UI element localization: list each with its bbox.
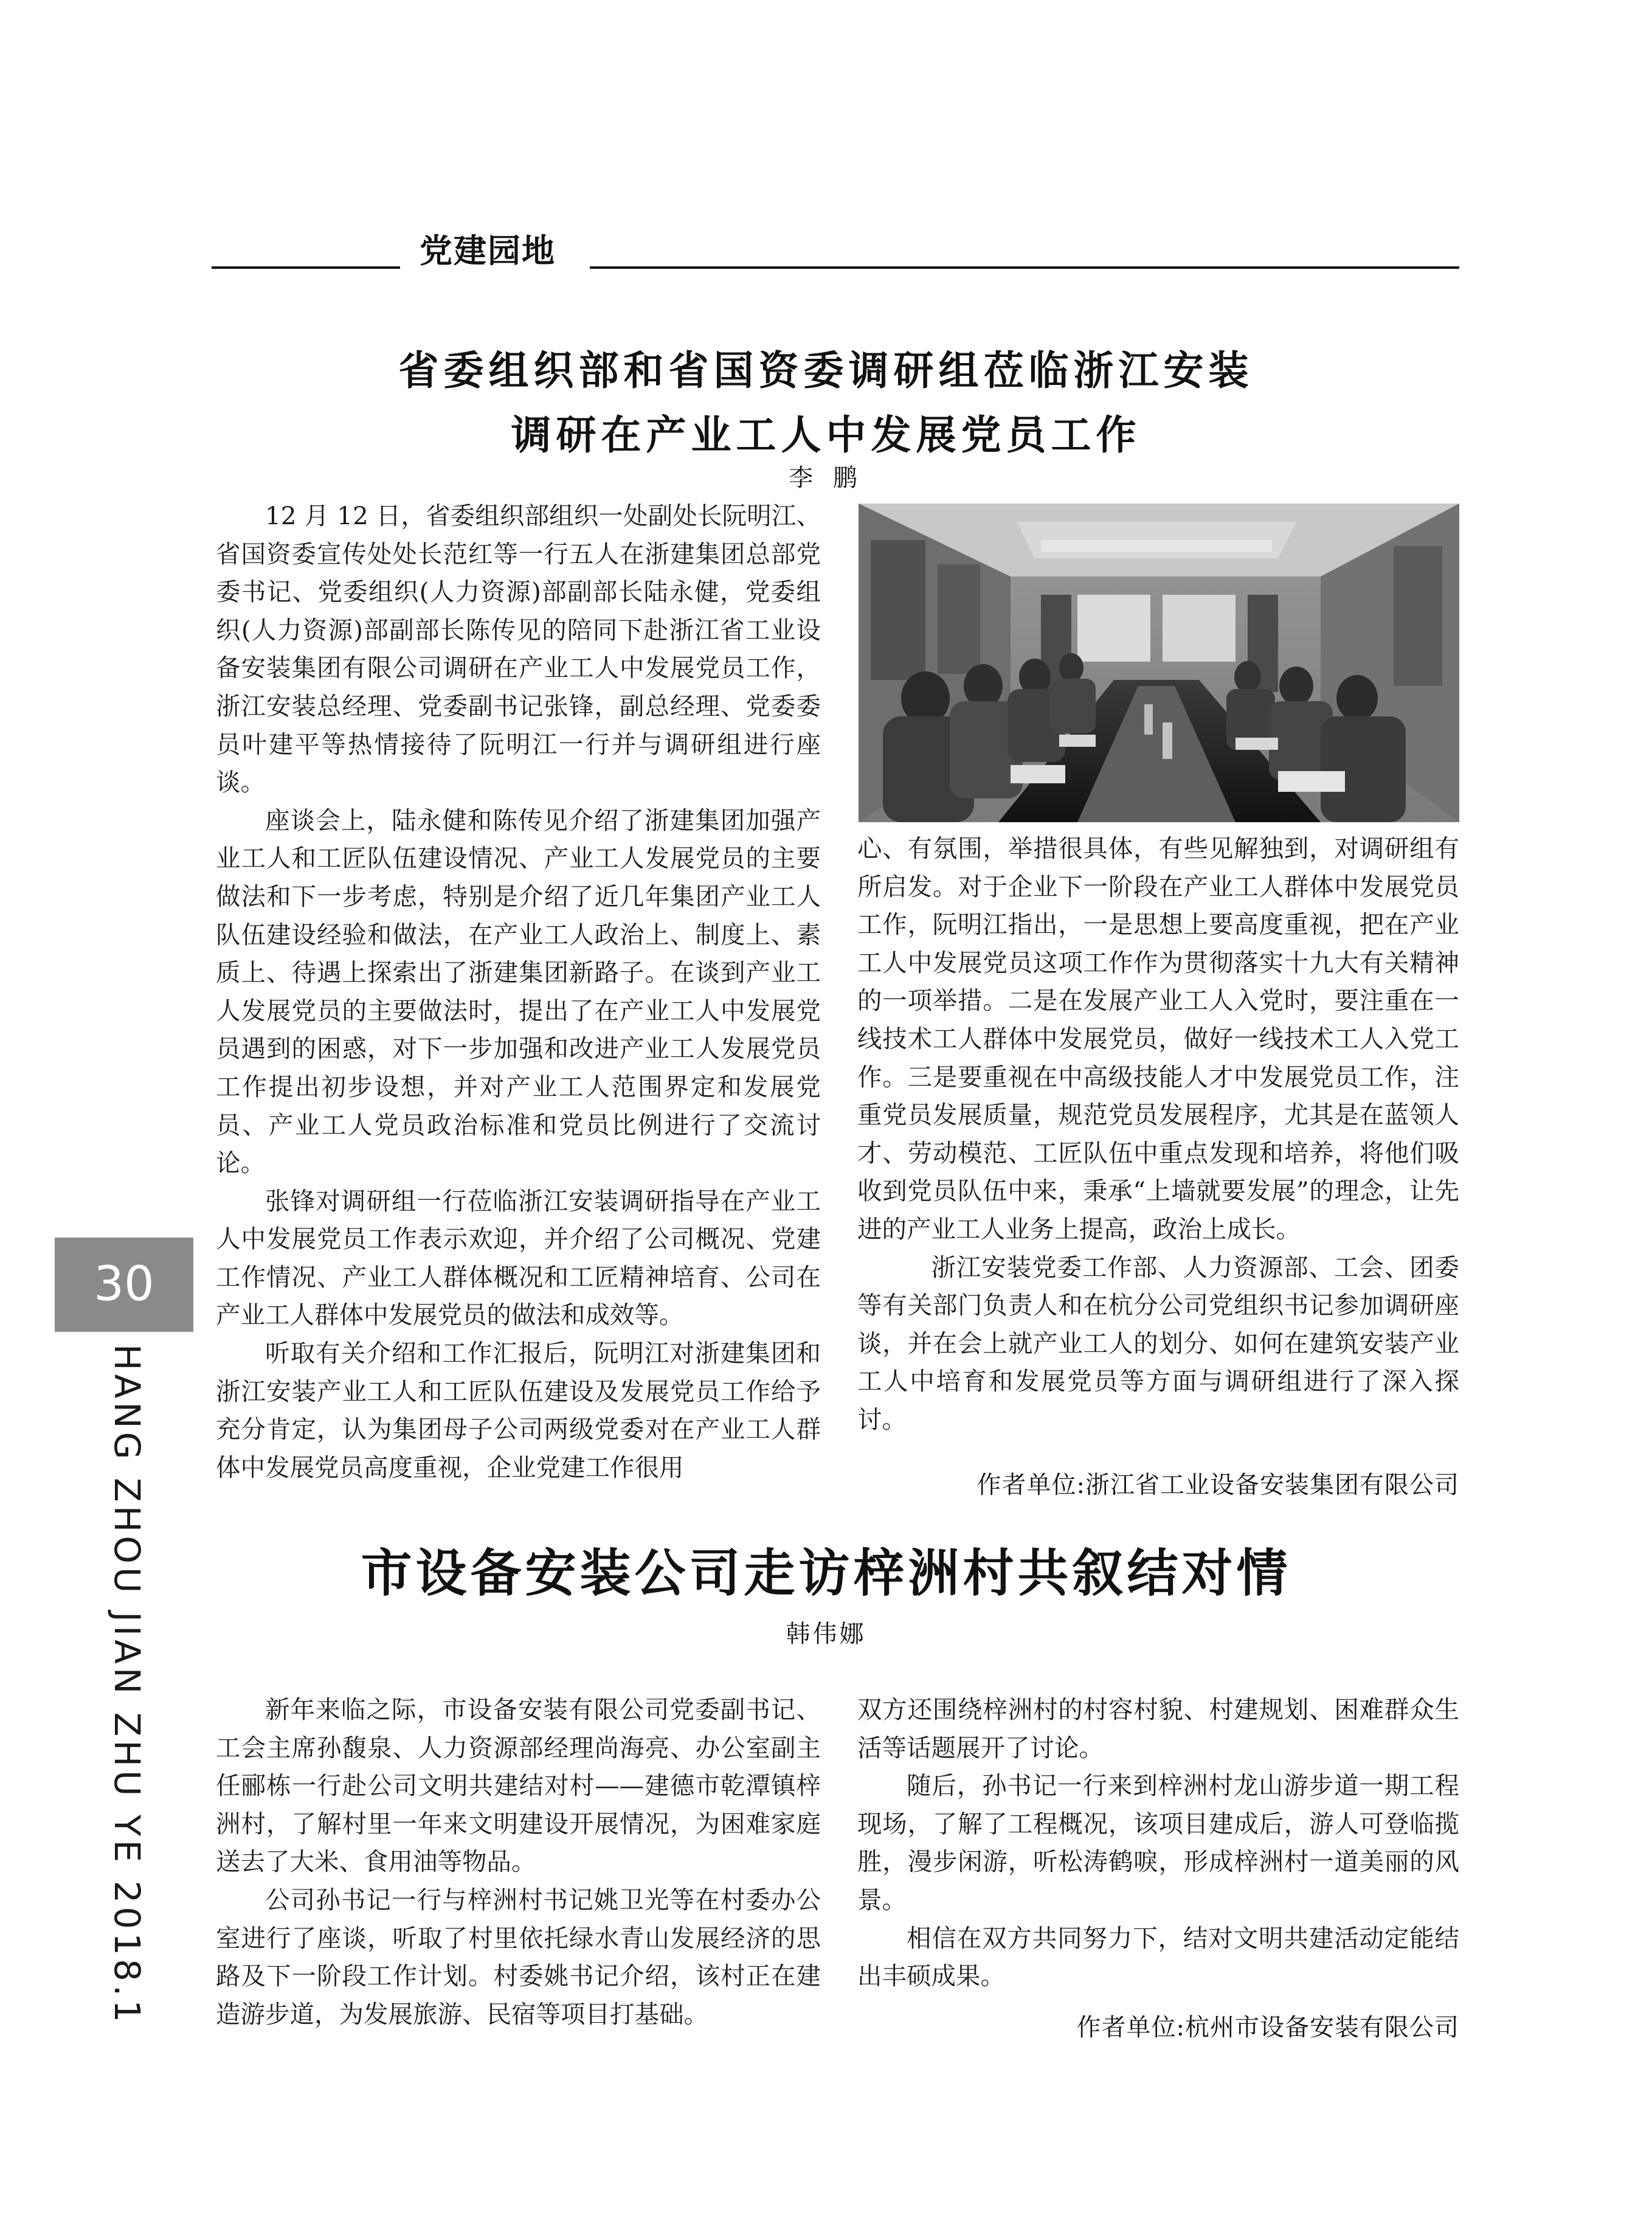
page-number: 30	[55, 1238, 193, 1332]
magazine-spine-text: HANG ZHOU JIAN ZHU YE 2018.1	[106, 1344, 148, 2026]
article1-paragraph: 12 月 12 日，省委组织部组织一处副处长阮明江、省国资委宣传处处长范红等一行五人在浙建集团总部党委书记、党委组织(人力资源)部副部长陆永健，党委组织(人力资源)部副部长陈传见的陪同下赴浙江省工业设备安装集团有限公司调研在产业工人中发展党员工作，浙江安装总经理、党委副书记张锋，副总经理、党委委员叶建平等热情接待了阮明江一行并与调研组进行座谈。	[216, 501, 821, 797]
article2-author: 韩伟娜	[786, 1620, 866, 1648]
article1-left-column	[216, 497, 821, 1486]
article1-paragraph: 听取有关介绍和工作汇报后，阮明江对浙建集团和浙江安装产业工人和工匠队伍建设及发展党员工作给予充分肯定，认为集团母子公司两级党委对在产业工人群体中发展党员高度重视，企业党建工作很用	[216, 1339, 821, 1482]
article2-paragraph: 双方还围绕梓洲村的村容村貌、村建规划、困难群众生活等话题展开了讨论。	[857, 1695, 1459, 1762]
article1-title-line2: 调研在产业工人中发展党员工作	[511, 412, 1141, 459]
header-rule-left	[212, 266, 400, 269]
article2-paragraph: 新年来临之际，市设备安装有限公司党委副书记、工会主席孙馥泉、人力资源部经理尚海亮、办公室副主任郦栋一行赴公司文明共建结对村——建德市乾潭镇梓洲村，了解村里一年来文明建设开展情况，为困难家庭送去了大米、食用油等物品。	[216, 1695, 821, 1877]
article2-byline: 作者单位:杭州市设备安装有限公司	[1076, 2014, 1459, 2042]
meeting-photo	[859, 504, 1459, 822]
article1-right-column	[857, 829, 1459, 1439]
section-title: 党建园地	[420, 232, 556, 270]
article2-right-column	[857, 1691, 1459, 1995]
article1-title-line1: 省委组织部和省国资委调研组莅临浙江安装	[398, 347, 1254, 394]
article2-paragraph: 相信在双方共同努力下，结对文明共建活动定能结出丰硕成果。	[857, 1923, 1459, 1991]
article1-author: 李 鹏	[789, 464, 863, 492]
article1-paragraph: 浙江安装党委工作部、人力资源部、工会、团委等有关部门负责人和在杭分公司党组织书记参加调研座谈，并在会上就产业工人的划分、如何在建筑安装产业工人中培育和发展党员等方面与调研组进行了深入探讨。	[857, 1252, 1459, 1434]
article1-paragraph: 张锋对调研组一行莅临浙江安装调研指导在产业工人中发展党员工作表示欢迎，并介绍了公司概况、党建工作情况、产业工人群体概况和工匠精神培育、公司在产业工人群体中发展党员的做法和成效等。	[216, 1186, 821, 1330]
article2-left-column	[216, 1691, 821, 2033]
article2-paragraph: 公司孙书记一行与梓洲村书记姚卫光等在村委办公室进行了座谈，听取了村里依托绿水青山发展经济的思路及下一阶段工作计划。村委姚书记介绍，该村正在建造游步道，为发展旅游、民宿等项目打基础。	[216, 1885, 821, 2029]
article1-paragraph: 心、有氛围，举措很具体，有些见解独到，对调研组有所启发。对于企业下一阶段在产业工人群体中发展党员工作，阮明江指出，一是思想上要高度重视，把在产业工人中发展党员这项工作作为贯彻落实十九大有关精神的一项举措。二是在发展产业工人入党时，要注重在一线技术工人群体中发展党员，做好一线技术工人入党工作。三是要重视在中高级技能人才中发展党员工作，注重党员发展质量，规范党员发展程序，尤其是在蓝领人才、劳动模范、工匠队伍中重点发现和培养，将他们吸收到党员队伍中来，秉承“上墙就要发展”的理念，让先进的产业工人业务上提高，政治上成长。	[857, 834, 1459, 1244]
article2-paragraph: 随后，孙书记一行来到梓洲村龙山游步道一期工程现场，了解了工程概况，该项目建成后，游人可登临揽胜，漫步闲游，听松涛鹤唳，形成梓洲村一道美丽的风景。	[857, 1771, 1459, 1914]
article1-byline: 作者单位:浙江省工业设备安装集团有限公司	[976, 1471, 1459, 1499]
header-rule-right	[590, 266, 1459, 269]
article2-title: 市设备安装公司走访梓洲村共叙结对情	[361, 1543, 1291, 1603]
article1-paragraph: 座谈会上，陆永健和陈传见介绍了浙建集团加强产业工人和工匠队伍建设情况、产业工人发展党员的主要做法和下一步考虑，特别是介绍了近几年集团产业工人队伍建设经验和做法，在产业工人政治上、制度上、素质上、待遇上探索出了浙建集团新路子。在谈到产业工人发展党员的主要做法时，提出了在产业工人中发展党员遇到的困惑，对下一步加强和改进产业工人发展党员工作提出初步设想，并对产业工人范围界定和发展党员、产业工人党员政治标准和党员比例进行了交流讨论。	[216, 805, 821, 1178]
